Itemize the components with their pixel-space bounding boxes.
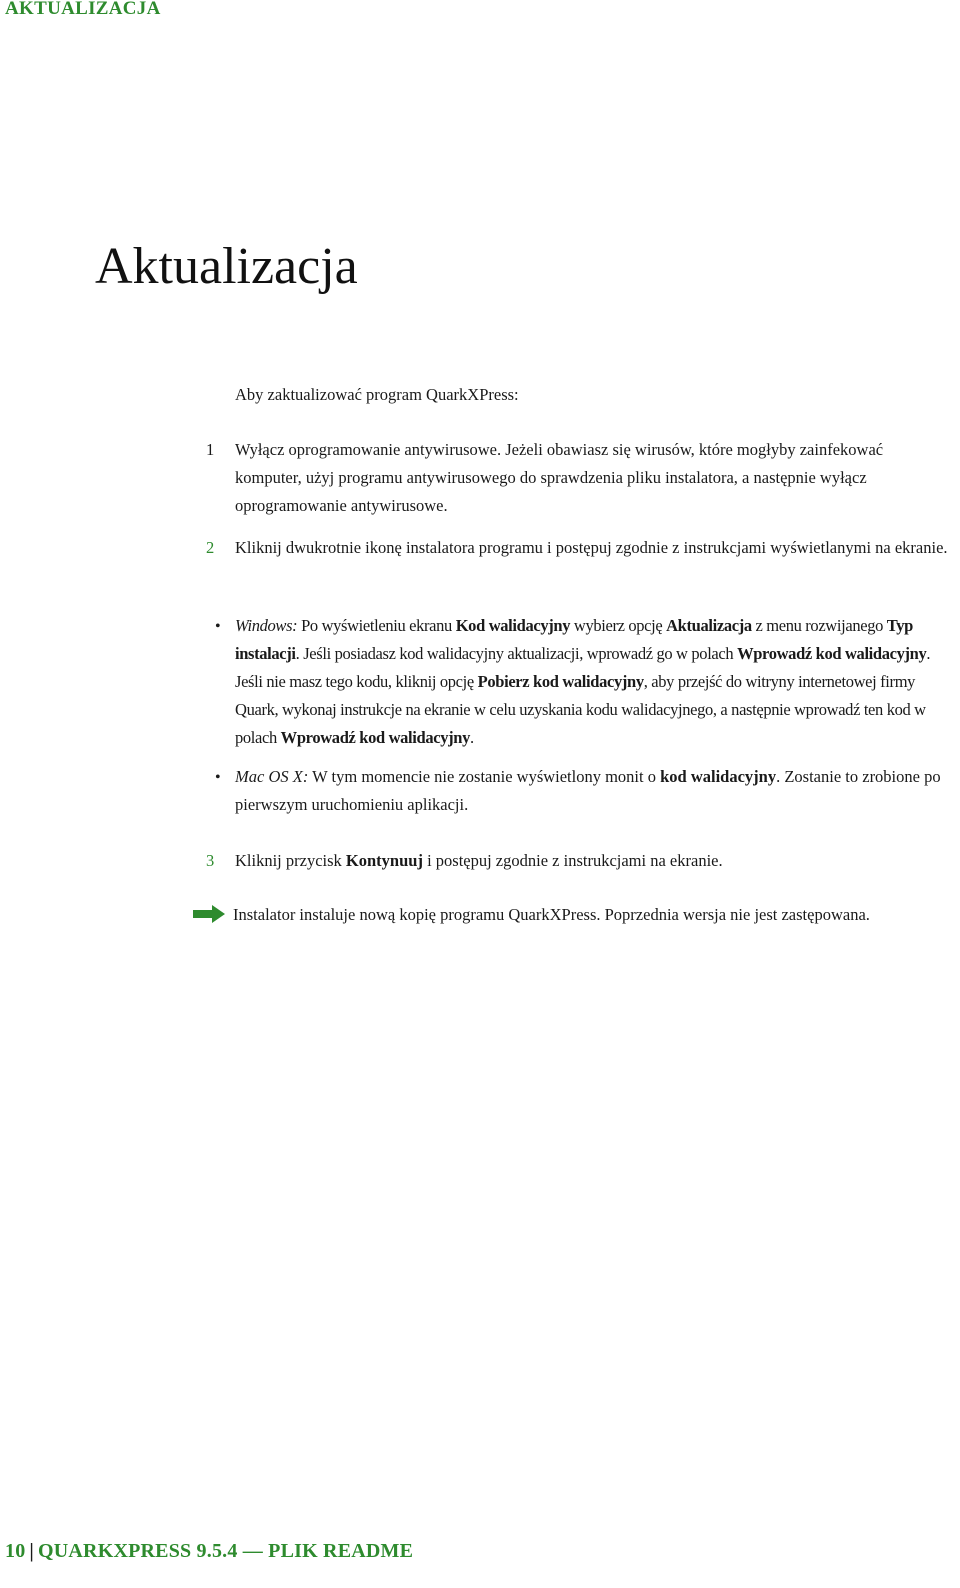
footer-separator: | bbox=[29, 1540, 35, 1562]
note-text: Instalator instaluje nową kopię programu QuarkXPress. Poprzednia wersja nie jest zastępowana. bbox=[233, 905, 870, 924]
bullet-dot: • bbox=[215, 769, 221, 786]
ui-term: Typ instalacji bbox=[235, 616, 913, 663]
page-footer bbox=[5, 1540, 413, 1563]
ui-term: kod walidacyjny bbox=[660, 767, 777, 786]
step-text bbox=[235, 847, 950, 875]
arrow-right-icon bbox=[193, 905, 225, 923]
text-run: Kliknij przycisk bbox=[235, 851, 346, 870]
platform-label: Mac OS X: bbox=[235, 767, 309, 786]
page-title: Aktualizacja bbox=[95, 238, 358, 295]
page-number: 10 bbox=[5, 1540, 26, 1562]
step-number: 1 bbox=[206, 440, 215, 459]
ui-term: Pobierz kod walidacyjny bbox=[477, 672, 644, 691]
running-head: AKTUALIZACJA bbox=[5, 0, 161, 19]
ui-term: Kontynuuj bbox=[345, 851, 423, 870]
bullet-dot: • bbox=[215, 618, 221, 635]
text-run: , aby przejść do witryny internetowej firmy Quark, wykonaj instrukcje na ekranie w celu uzyskania kodu walidacyjnego, a następnie wprowadź ten kod w polach bbox=[235, 672, 926, 747]
step-text: Wyłącz oprogramowanie antywirusowe. Jeżeli obawiasz się wirusów, które mogłyby zainfekować komputer, użyj programu antywirusowego do sprawdzenia pliku instalatora, a następnie wyłącz oprogramowanie antywirusowe. bbox=[235, 440, 884, 515]
step-number: 2 bbox=[206, 538, 215, 557]
ui-term: Wprowadź kod walidacyjny bbox=[737, 644, 927, 663]
text-run: . Zostanie to zrobione po pierwszym uruchomieniu aplikacji. bbox=[235, 767, 941, 814]
platform-label: Windows: bbox=[235, 616, 298, 635]
text-run: Po wyświetleniu ekranu bbox=[297, 616, 456, 635]
ui-term: Wprowadź kod walidacyjny bbox=[280, 728, 470, 747]
mac-instructions bbox=[235, 763, 950, 819]
text-run: W tym momencie nie zostanie wyświetlony monit o bbox=[308, 767, 661, 786]
intro-text: Aby zaktualizować program QuarkXPress: bbox=[235, 385, 519, 404]
ui-term: Kod walidacyjny bbox=[455, 616, 571, 635]
text-run: wybierz opcję bbox=[570, 616, 667, 635]
ui-term: Aktualizacja bbox=[666, 616, 752, 635]
text-run: . bbox=[470, 728, 474, 747]
step-number: 3 bbox=[206, 851, 215, 870]
text-run: z menu rozwijanego bbox=[751, 616, 887, 635]
windows-instructions bbox=[235, 612, 950, 752]
step-text: Kliknij dwukrotnie ikonę instalatora programu i postępuj zgodnie z instrukcjami wyświetlanymi na ekranie. bbox=[235, 538, 948, 557]
text-run: i postępuj zgodnie z instrukcjami na ekranie. bbox=[422, 851, 723, 870]
footer-title: QUARKXPRESS 9.5.4 — PLIK README bbox=[38, 1540, 414, 1562]
text-run: . Jeśli nie masz tego kodu, kliknij opcję bbox=[235, 644, 931, 691]
text-run: . Jeśli posiadasz kod walidacyjny aktualizacji, wprowadź go w polach bbox=[295, 644, 738, 663]
